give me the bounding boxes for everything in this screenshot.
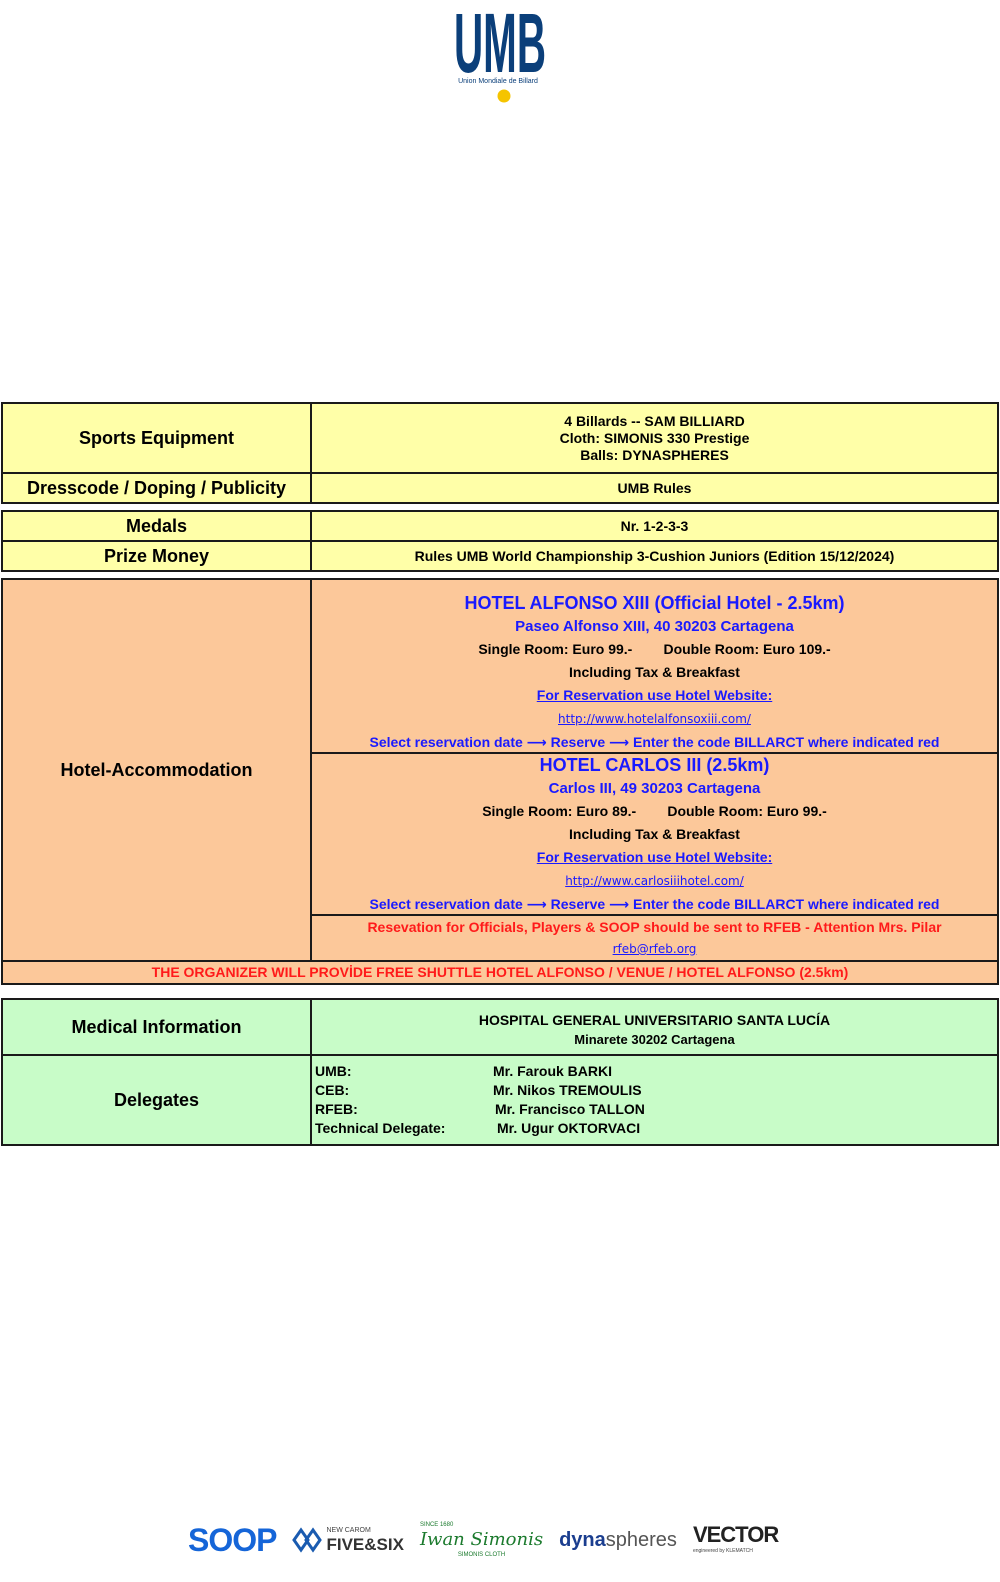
hotel-alfonso-url[interactable]: http://www.hotelalfonsoxiii.com/	[558, 712, 751, 726]
dresscode-row	[3, 472, 997, 502]
officials-note: Resevation for Officials, Players & SOOP should be sent to RFEB - Attention Mrs. Pilar	[367, 919, 942, 935]
equipment-line: 4 Billards -- SAM BILLIARD	[564, 412, 745, 429]
dresscode-label: Dresscode / Doping / Publicity	[3, 474, 312, 502]
hotel-alfonso-name: HOTEL ALFONSO XIII (Official Hotel - 2.5km)	[464, 593, 845, 613]
hotel-value	[312, 580, 997, 960]
hotel-carlos-instructions: Select reservation date ⟶ Reserve ⟶ Enter the code BILLARCT where indicated red	[369, 896, 940, 912]
officials-reservation	[312, 916, 997, 959]
delegates-label: Delegates	[3, 1056, 312, 1144]
dresscode-value: UMB Rules	[617, 479, 692, 496]
hotel-carlos-name: HOTEL CARLOS III (2.5km)	[539, 755, 770, 775]
sports-equipment-value	[312, 404, 997, 472]
hotel-carlos-includes: Including Tax & Breakfast	[569, 826, 740, 842]
double-room-rate: Double Room: Euro 99.-	[667, 803, 827, 819]
simonis-logo	[420, 1520, 543, 1560]
hotel-alfonso-instructions: Select reservation date ⟶ Reserve ⟶ Enter the code BILLARCT where indicated red	[369, 734, 940, 750]
soop-logo: SOOP	[188, 1521, 277, 1558]
delegates-list	[312, 1056, 997, 1144]
five-six-tagline: NEW CAROM	[326, 1527, 371, 1534]
delegate-role: UMB:	[315, 1063, 352, 1079]
medical-value	[312, 1000, 997, 1054]
prize-money-label: Prize Money	[3, 542, 312, 570]
hotel-carlos	[312, 754, 997, 914]
hotel-alfonso-reservation: For Reservation use Hotel Website:	[536, 687, 773, 703]
hotel-carlos-address: Carlos III, 49 30203 Cartagena	[548, 780, 761, 797]
prize-money-value: Rules UMB World Championship 3-Cushion Juniors (Edition 15/12/2024)	[414, 547, 895, 564]
officials-email-link[interactable]: rfeb@rfeb.org	[612, 942, 697, 956]
shuttle-row	[3, 960, 997, 983]
billiard-balls-icon	[478, 88, 518, 104]
vector-logo	[693, 1524, 778, 1556]
vector-name: VECTOR	[692, 1522, 779, 1547]
equipment-table	[1, 402, 999, 504]
medals-label: Medals	[3, 512, 312, 540]
dynaspheres-logo	[559, 1529, 677, 1552]
delegate-role: RFEB:	[315, 1101, 358, 1117]
five-six-logo	[292, 1526, 403, 1554]
umb-logo-subtitle: Union Mondiale de Billard	[458, 78, 538, 85]
dyna-text: dyna	[559, 1528, 606, 1551]
delegate-row	[315, 1081, 997, 1100]
medals-table	[1, 510, 999, 572]
simonis-cloth: SIMONIS CLOTH	[457, 1552, 506, 1558]
hotel-label: Hotel-Accommodation	[3, 580, 312, 960]
equipment-line: Balls: DYNASPHERES	[580, 446, 729, 463]
five-six-name: FIVE&SIX	[326, 1535, 404, 1554]
umb-wordmark	[446, 2, 554, 78]
shuttle-note: THE ORGANIZER WILL PROVİDE FREE SHUTTLE HOTEL ALFONSO / VENUE / HOTEL ALFONSO (2.5km)	[151, 964, 849, 980]
medals-value: Nr. 1-2-3-3	[620, 517, 689, 534]
delegate-row	[315, 1119, 997, 1138]
sports-equipment-row	[3, 404, 997, 472]
hospital-address: Minarete 30202 Cartagena	[574, 1032, 735, 1047]
vector-tagline: engineered by KLEMATCH	[692, 1548, 753, 1554]
simonis-script: Iwan Simonis	[419, 1529, 544, 1550]
sponsor-logos	[188, 1518, 778, 1562]
five-six-emblem-icon	[292, 1527, 322, 1553]
delegates-row	[3, 1054, 997, 1144]
medical-label: Medical Information	[3, 1000, 312, 1054]
hotel-alfonso-includes: Including Tax & Breakfast	[569, 664, 740, 680]
simonis-since: SINCE 1680	[419, 1522, 454, 1528]
hotel-row	[3, 580, 997, 960]
spheres-text: spheres	[605, 1528, 677, 1551]
delegate-name: Mr. Ugur OKTORVACI	[497, 1120, 641, 1136]
delegate-row	[315, 1062, 997, 1081]
hotel-table	[1, 578, 999, 985]
medical-row	[3, 1000, 997, 1054]
prize-money-row	[3, 540, 997, 570]
delegate-name: Mr. Francisco TALLON	[495, 1101, 645, 1117]
single-room-rate: Single Room: Euro 99.-	[478, 641, 633, 657]
hotel-alfonso-address: Paseo Alfonso XIII, 40 30203 Cartagena	[515, 618, 794, 635]
delegate-role: Technical Delegate:	[315, 1120, 446, 1136]
double-room-rate: Double Room: Euro 109.-	[663, 641, 831, 657]
delegate-row	[315, 1100, 997, 1119]
umb-logo	[446, 2, 554, 106]
hospital-name: HOSPITAL GENERAL UNIVERSITARIO SANTA LUCÍA	[478, 1012, 831, 1028]
umb-wordmark-text: UMB	[454, 2, 546, 78]
info-table	[1, 998, 999, 1146]
delegate-role: CEB:	[315, 1082, 350, 1098]
hotel-alfonso	[312, 580, 997, 752]
single-room-rate: Single Room: Euro 89.-	[482, 803, 637, 819]
hotel-alfonso-rates	[478, 638, 830, 661]
delegate-name: Mr. Nikos TREMOULIS	[493, 1082, 642, 1098]
delegate-name: Mr. Farouk BARKI	[493, 1063, 613, 1079]
equipment-line: Cloth: SIMONIS 330 Prestige	[559, 429, 750, 446]
hotel-carlos-reservation: For Reservation use Hotel Website:	[536, 849, 773, 865]
medals-row	[3, 512, 997, 540]
sports-equipment-label: Sports Equipment	[3, 404, 312, 472]
hotel-carlos-url[interactable]: http://www.carlosiiihotel.com/	[565, 874, 744, 888]
hotel-carlos-rates	[482, 800, 827, 823]
